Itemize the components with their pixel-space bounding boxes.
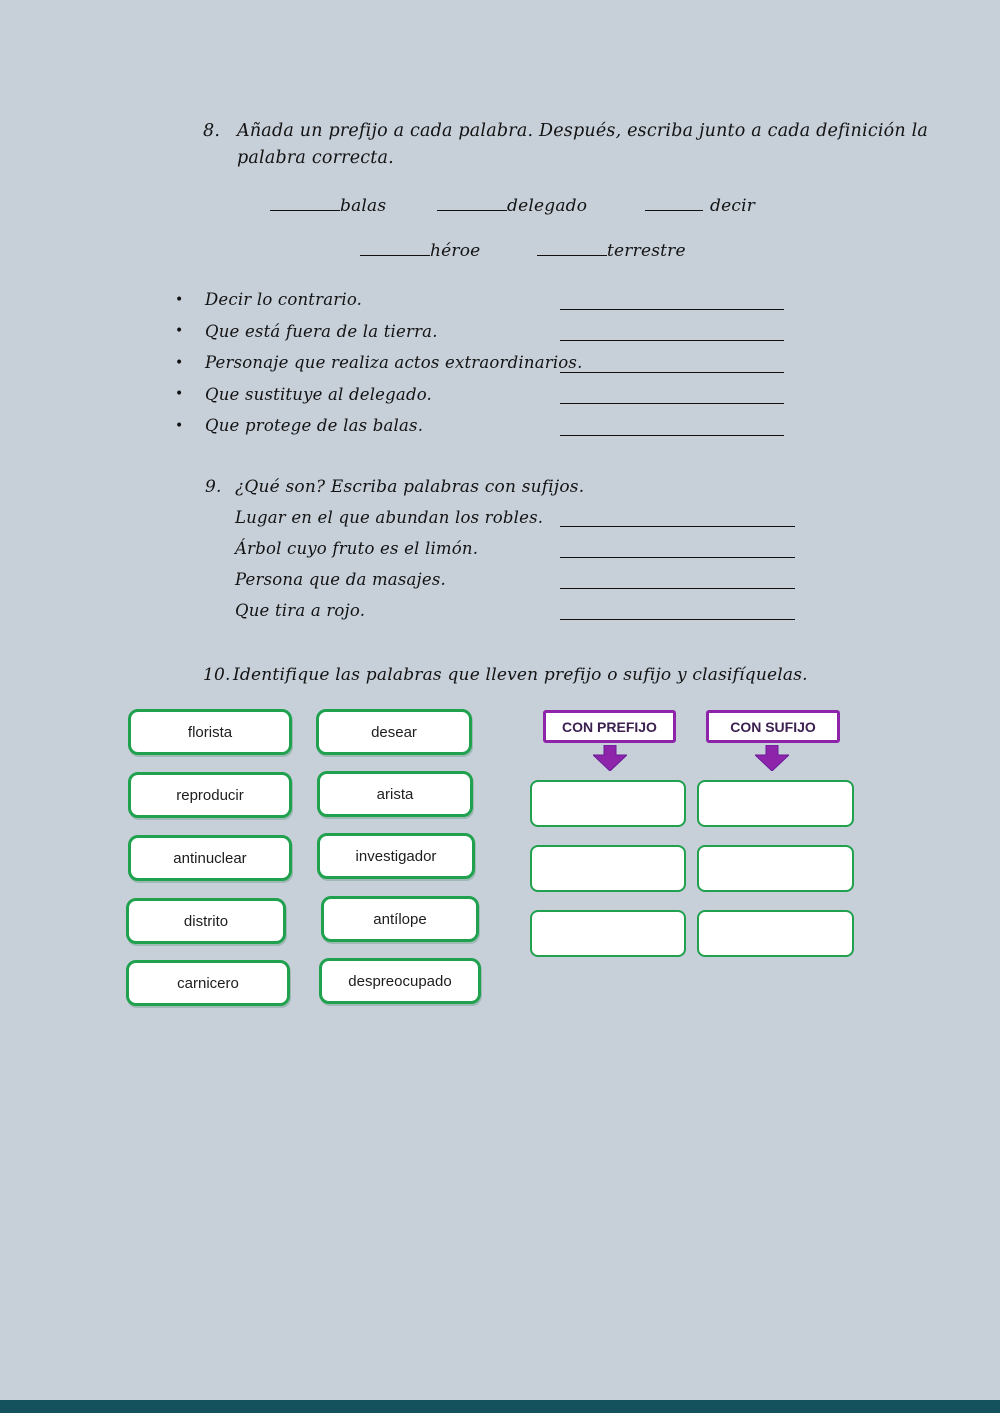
- bullet-icon: •: [175, 291, 184, 308]
- down-arrow-icon: [593, 745, 627, 771]
- word-balas: balas: [340, 196, 387, 216]
- card-florista[interactable]: [128, 709, 292, 755]
- exercise8-prompt-line1: Añada un prefijo a cada palabra. Después, escriba junto a cada definición la: [237, 121, 929, 141]
- prefix-column-header: [543, 710, 676, 743]
- bullet-icon: •: [175, 323, 184, 340]
- card-carnicero[interactable]: [126, 960, 290, 1006]
- answer-line-4[interactable]: [560, 403, 784, 404]
- suffix-column-header: [706, 710, 840, 743]
- definition-row: [175, 379, 855, 411]
- card-reproducir[interactable]: [128, 772, 292, 818]
- definition-text: Decir lo contrario.: [205, 290, 363, 310]
- definition-row: [175, 284, 855, 316]
- prefix-blank-delegado[interactable]: [437, 209, 507, 211]
- card-despreocupado[interactable]: [319, 958, 481, 1004]
- answer-line-3[interactable]: [560, 372, 784, 373]
- prefix-blank-terrestre[interactable]: [537, 254, 607, 256]
- bullet-icon: •: [175, 417, 184, 434]
- exercise9-item-text: Lugar en el que abundan los robles.: [235, 508, 544, 527]
- definition-text: Que está fuera de la tierra.: [205, 321, 438, 341]
- down-arrow-icon: [755, 745, 789, 771]
- card-label: reproducir: [176, 786, 244, 804]
- answer-line-2[interactable]: [560, 340, 784, 341]
- suffix-answer-box-2[interactable]: [697, 845, 854, 892]
- exercise9-row: [235, 533, 885, 564]
- definition-row: [175, 410, 855, 442]
- exercise9-row: [235, 502, 885, 533]
- card-label: distrito: [183, 912, 229, 930]
- card-distrito[interactable]: [126, 898, 286, 944]
- word-decir: decir: [710, 196, 756, 216]
- exercise9-section: [205, 472, 885, 626]
- card-label: despreocupado: [348, 972, 452, 990]
- answer-line-5[interactable]: [560, 435, 784, 436]
- blank-word-terrestre: [537, 241, 686, 261]
- word-delegado: delegado: [507, 196, 588, 216]
- exercise9-prompt: ¿Qué son? Escriba palabras con sufijos.: [235, 477, 585, 497]
- exercise10-heading: [203, 662, 808, 689]
- blank-word-decir: [645, 196, 755, 216]
- exercise10-prompt: Identifique las palabras que lleven prefijo o sufijo y clasifíquelas.: [233, 665, 808, 685]
- exercise9-item-text: Persona que da masajes.: [235, 570, 446, 589]
- exercise9-heading: [205, 472, 885, 502]
- card-antilope[interactable]: [321, 896, 479, 942]
- suffix-header-label: CON SUFIJO: [730, 718, 816, 735]
- exercise8-heading: [203, 118, 928, 172]
- card-label: carnicero: [177, 974, 239, 992]
- card-desear[interactable]: [316, 709, 472, 755]
- card-investigador[interactable]: [317, 833, 475, 879]
- prefix-answer-box-1[interactable]: [530, 780, 686, 827]
- prefix-blank-balas[interactable]: [270, 209, 340, 211]
- exercise10-number: 10.: [203, 665, 231, 685]
- exercise8-definition-list: [175, 284, 855, 442]
- exercise9-row: [235, 595, 885, 626]
- prefix-blank-decir[interactable]: [645, 209, 703, 211]
- suffix-answer-box-1[interactable]: [697, 780, 854, 827]
- exercise9-item-text: Árbol cuyo fruto es el limón.: [235, 539, 479, 558]
- page-footer-bar: [0, 1400, 1000, 1413]
- answer-line-limonero[interactable]: [560, 557, 795, 558]
- definition-row: [175, 316, 855, 348]
- prefix-answer-box-3[interactable]: [530, 910, 686, 957]
- definition-text: Personaje que realiza actos extraordinarios.: [205, 353, 583, 373]
- definition-row: [175, 347, 855, 379]
- exercise9-row: [235, 564, 885, 595]
- bullet-icon: •: [175, 354, 184, 371]
- card-antinuclear[interactable]: [128, 835, 292, 881]
- card-label: antílope: [373, 910, 427, 928]
- card-label: florista: [187, 723, 233, 741]
- prefix-answer-box-2[interactable]: [530, 845, 686, 892]
- prefix-header-label: CON PREFIJO: [562, 718, 657, 735]
- answer-line-robledal[interactable]: [560, 526, 795, 527]
- prefix-blank-heroe[interactable]: [360, 254, 430, 256]
- definition-text: Que sustituye al delegado.: [205, 384, 432, 404]
- word-heroe: héroe: [430, 241, 481, 261]
- exercise9-number: 9.: [205, 477, 222, 497]
- card-label: investigador: [355, 847, 437, 865]
- suffix-answer-box-3[interactable]: [697, 910, 854, 957]
- answer-line-rojizo[interactable]: [560, 619, 795, 620]
- card-label: antinuclear: [173, 849, 247, 867]
- definition-text: Que protege de las balas.: [205, 416, 424, 436]
- word-terrestre: terrestre: [607, 241, 686, 261]
- blank-word-delegado: [437, 196, 587, 216]
- card-arista[interactable]: [317, 771, 473, 817]
- exercise8-number: 8.: [203, 121, 221, 141]
- bullet-icon: •: [175, 386, 184, 403]
- answer-line-masajista[interactable]: [560, 588, 795, 589]
- blank-word-balas: [270, 196, 386, 216]
- answer-line-1[interactable]: [560, 309, 784, 310]
- blank-word-heroe: [360, 241, 480, 261]
- exercise8-prompt-line2: palabra correcta.: [237, 148, 394, 168]
- card-label: arista: [376, 785, 414, 803]
- exercise8-prompt: [237, 118, 928, 172]
- card-label: desear: [371, 723, 417, 741]
- exercise9-item-text: Que tira a rojo.: [235, 601, 366, 620]
